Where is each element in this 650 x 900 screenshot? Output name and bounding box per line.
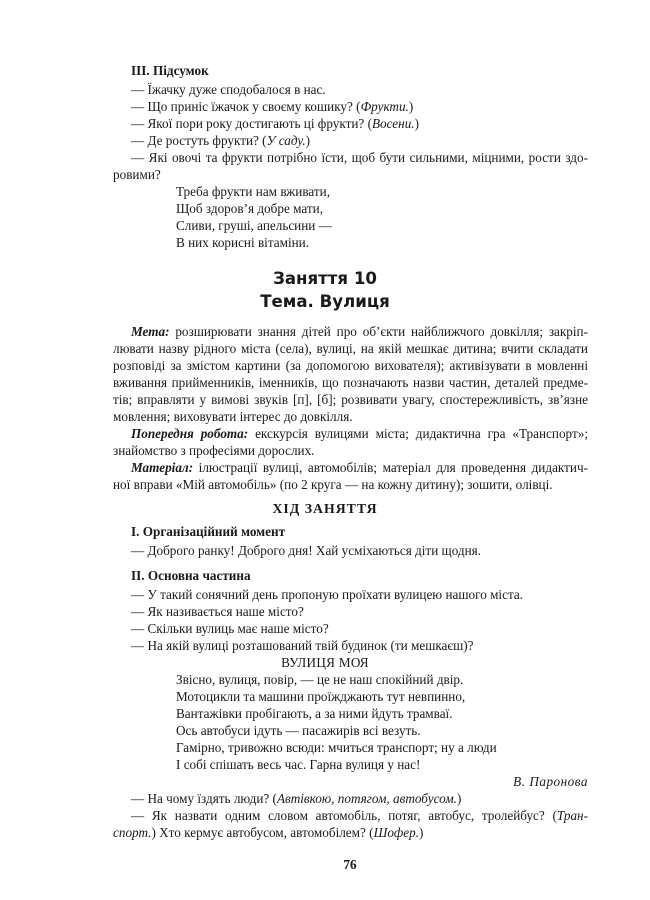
dialogue-line: — Доброго ранку! Доброго дня! Хай усміхаються діти щодня. bbox=[131, 543, 482, 558]
section-heading-summary: III. Підсумок bbox=[131, 63, 209, 78]
poem-line: Ось автобуси ідуть — пасажирів всі везуть. bbox=[176, 723, 421, 738]
poem-line: Гамірно, тривожно всюди: мчиться транспорт; ну а люди bbox=[176, 740, 497, 755]
dialogue-line: — На якій вулиці розташований твій будинок (ти мешкаєш)? bbox=[131, 638, 474, 653]
dialogue-line: — На чому їздять люди? (Автівкою, потягом, автобусом.) bbox=[131, 791, 462, 806]
poem-line: Сливи, груші, апельсини — bbox=[176, 218, 332, 233]
dialogue-line: — Які овочі та фрукти потрібно їсти, щоб бути сильними, міцними, рости здо- bbox=[131, 150, 588, 165]
dialogue-line: — Як називається наше місто? bbox=[131, 604, 304, 619]
poem-author: В. Паронова bbox=[513, 774, 588, 789]
dialogue-line: — У такий сонячний день пропоную проїхати вулицею нашого міста. bbox=[131, 587, 524, 602]
dialogue-line: — Як назвати одним словом автомобіль, потяг, автобус, тролейбус? (Тран- bbox=[131, 808, 588, 823]
dialogue-line-continued: спорт.) Хто кермує автобусом, автомобілем? (Шофер.) bbox=[113, 825, 424, 840]
goal-line: Мета: розширювати знання дітей про об’єкти найближчого довкілля; закріп- bbox=[131, 324, 588, 339]
lesson-title: Заняття 10 bbox=[273, 269, 377, 288]
poem-line: І собі спішать весь час. Гарна вулиця у нас! bbox=[176, 757, 421, 772]
section-heading-main: II. Основна частина bbox=[131, 568, 251, 583]
dialogue-line: — Скільки вулиць має наше місто? bbox=[131, 621, 329, 636]
poem-line: Мотоцикли та машини проїжджають тут невпинно, bbox=[176, 689, 466, 704]
section-heading-organizational: I. Організаційний момент bbox=[131, 524, 286, 539]
dialogue-line-continued: ровими? bbox=[113, 167, 161, 182]
preparation-line: знайомство з професіями дорослих. bbox=[113, 443, 315, 458]
poem-line: В них корисні вітаміни. bbox=[176, 235, 310, 250]
course-heading: ХІД ЗАНЯТТЯ bbox=[272, 501, 378, 516]
materials-line: Матеріал: ілюстрації вулиці, автомобілів; матеріал для проведення дидактич- bbox=[131, 460, 589, 475]
dialogue-line: — Що приніс їжачок у своєму кошику? (Фрукти.) bbox=[131, 99, 414, 114]
materials-line: ної вправи «Мій автомобіль» (по 2 круга — на кожну дитину); зошити, олівці. bbox=[113, 477, 553, 492]
poem-line: Звісно, вулиця, повір, — це не наш спокійний двір. bbox=[176, 672, 464, 687]
poem-line: Треба фрукти нам вживати, bbox=[176, 184, 331, 199]
dialogue-line: — Якої пори року достигають ці фрукти? (Восени.) bbox=[131, 116, 419, 131]
goal-line: тів; вправляти у вимові звуків [п], [б]; розвивати увагу, спостережливість, зв’язне bbox=[113, 392, 588, 407]
goal-line: лювати назву рідного міста (села), вулиці, на якій мешкає дитина; вчити складати bbox=[113, 341, 588, 356]
poem-title: ВУЛИЦЯ МОЯ bbox=[281, 655, 369, 670]
goal-line: розповіді за змістом картини (за допомогою вихователя); активізувати в мовленні bbox=[113, 358, 588, 373]
preparation-line: Попередня робота: екскурсія вулицями міста; дидактична гра «Транспорт»; bbox=[131, 426, 588, 441]
poem-line: Вантажівки пробігають, а за ними йдуть трамваї. bbox=[176, 706, 453, 721]
goal-line: вживання прийменників, іменників, що позначають назви частин, деталей предме- bbox=[113, 375, 588, 390]
page-number: 76 bbox=[343, 857, 357, 872]
dialogue-line: — Де ростуть фрукти? (У саду.) bbox=[131, 133, 311, 148]
dialogue-line: — Їжачку дуже сподобалося в нас. bbox=[131, 82, 326, 97]
poem-line: Щоб здоров’я добре мати, bbox=[176, 201, 323, 216]
goal-line: мовлення; виховувати інтерес до довкілля. bbox=[113, 409, 353, 424]
lesson-theme: Тема. Вулиця bbox=[260, 292, 390, 311]
